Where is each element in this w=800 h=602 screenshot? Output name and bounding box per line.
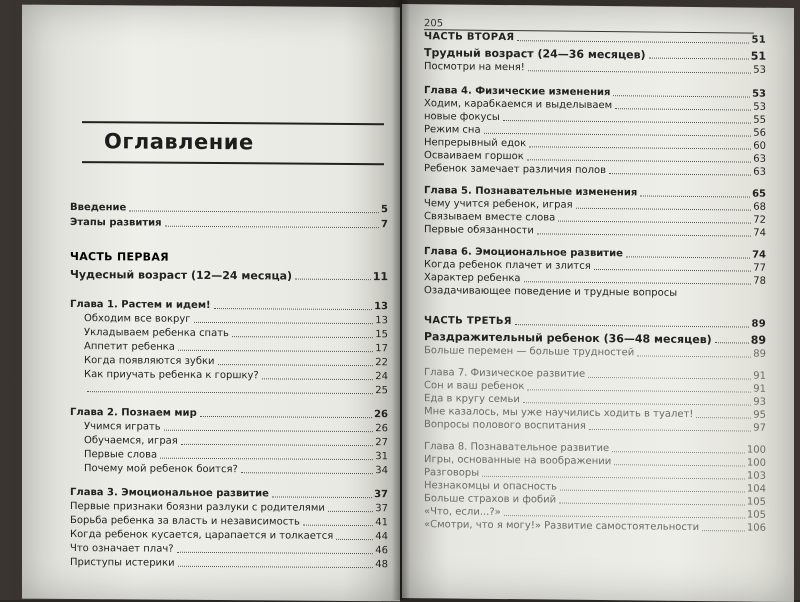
toc-page: 31 xyxy=(375,451,388,463)
toc-row[interactable] xyxy=(70,203,388,215)
book-spine xyxy=(392,0,410,600)
toc-page: 13 xyxy=(374,301,388,313)
toc-page: 41 xyxy=(375,517,388,529)
toc-row[interactable] xyxy=(84,356,388,368)
toc-page: 72 xyxy=(753,214,766,226)
toc-label: Связываем вместе слова xyxy=(424,211,556,224)
toc-label: Что означает плач? xyxy=(70,543,174,555)
toc-label: Борьба ребенка за власть и независимость xyxy=(70,515,300,528)
toc-page: 63 xyxy=(753,153,766,165)
toc-row[interactable] xyxy=(84,342,388,354)
toc-label: Чудесный возраст (12—24 месяца) xyxy=(70,268,293,283)
toc-page: 17 xyxy=(375,343,388,355)
chapter-title: Глава 5. Познавательные изменения xyxy=(424,185,638,199)
toc-label: Когда ребенок плачет и злится xyxy=(424,259,591,272)
toc-row[interactable] xyxy=(70,544,388,556)
toc-row[interactable] xyxy=(424,47,766,62)
toc-label: Еда в кругу семьи xyxy=(424,393,520,406)
toc-page: 37 xyxy=(374,489,388,501)
toc-label: Ходим, карабкаемся и выделываем xyxy=(424,98,613,112)
toc-label: Этапы развития xyxy=(70,217,162,229)
toc-label: Первые признаки боязни разлуки с родителями xyxy=(70,501,325,514)
toc-page: 63 xyxy=(753,166,766,178)
toc-page: 103 xyxy=(746,470,766,482)
toc-page: 46 xyxy=(375,545,388,557)
chapter-row[interactable] xyxy=(70,408,388,420)
toc-page: 105 xyxy=(746,509,766,521)
toc-row[interactable] xyxy=(84,370,388,382)
toc-page: 68 xyxy=(753,201,766,213)
toc-row[interactable] xyxy=(84,384,388,396)
toc-row[interactable] xyxy=(424,420,766,434)
toc-row[interactable] xyxy=(424,346,766,360)
toc-page: 91 xyxy=(753,383,766,395)
toc-page: 106 xyxy=(746,522,766,534)
toc-page: 48 xyxy=(375,559,388,571)
toc-label: Как приучать ребенка к горшку? xyxy=(84,369,259,382)
toc-row[interactable] xyxy=(84,436,388,448)
toc-label: Укладываем ребенка спать xyxy=(84,327,229,340)
part-row[interactable] xyxy=(424,32,766,46)
toc-page: 89 xyxy=(753,348,766,360)
toc-row[interactable] xyxy=(84,314,388,326)
toc-row[interactable] xyxy=(70,269,388,282)
chapter-row[interactable] xyxy=(70,488,388,500)
toc-label: Непрерывный едок xyxy=(424,137,527,150)
toc-label: Обходим все вокруг xyxy=(84,313,191,325)
toc-row[interactable] xyxy=(424,331,766,346)
toc-row[interactable] xyxy=(70,558,388,570)
toc-label: Ребенок замечает различия полов xyxy=(424,163,607,177)
toc-page: 34 xyxy=(375,465,388,477)
toc-page: 97 xyxy=(753,422,766,434)
toc-label: Когда появляются зубки xyxy=(84,355,215,368)
toc-page: 56 xyxy=(753,127,766,139)
chapter-title: Глава 6. Эмоциональное развитие xyxy=(424,246,623,260)
toc-page: 105 xyxy=(746,496,766,508)
toc-label: Осваиваем горшок xyxy=(424,150,524,163)
toc-page: 25 xyxy=(375,385,388,397)
toc-row[interactable] xyxy=(424,286,766,300)
chapter-title: Глава 3. Эмоциональное развитие xyxy=(70,487,269,500)
toc-label: Игры, основанные на воображении xyxy=(424,454,612,468)
toc-page: 26 xyxy=(374,409,388,421)
part-label: ЧАСТЬ ТРЕТЬЯ xyxy=(424,315,512,328)
toc-row[interactable] xyxy=(84,464,388,476)
toc-label: Характер ребенка xyxy=(424,272,521,285)
chapter-title: Глава 7. Физическое развитие xyxy=(424,367,586,380)
chapter-row[interactable] xyxy=(70,300,388,312)
toc-page: 22 xyxy=(375,357,388,369)
toc-label: Обучаемся, играя xyxy=(84,435,178,447)
toc-label: Чему учится ребенок, играя xyxy=(424,198,573,211)
part-label: ЧАСТЬ ПЕРВАЯ xyxy=(70,250,169,264)
toc-page: 5 xyxy=(381,204,388,216)
toc-row[interactable] xyxy=(84,450,388,462)
toc-page: 89 xyxy=(751,318,766,330)
toc-row[interactable] xyxy=(70,218,388,230)
toc-page: 55 xyxy=(753,114,766,126)
toc-row[interactable] xyxy=(424,520,766,534)
toc-label: Сон и ваш ребенок xyxy=(424,380,525,393)
toc-page: 89 xyxy=(750,333,766,347)
toc-page: 60 xyxy=(753,140,766,152)
toc-page: 26 xyxy=(375,423,388,435)
toc-label: Разговоры xyxy=(424,467,480,479)
part-row[interactable] xyxy=(424,316,766,330)
toc-page: 51 xyxy=(750,49,766,63)
toc-page: 7 xyxy=(381,219,388,231)
toc-page: 53 xyxy=(753,64,766,76)
toc-page: 77 xyxy=(753,262,766,274)
toc-label: Учимся играть xyxy=(84,421,161,433)
toc-label: Посмотри на меня! xyxy=(424,61,525,74)
toc-label: Озадачивающее поведение и трудные вопросы xyxy=(424,285,678,299)
toc-page: 100 xyxy=(746,457,766,469)
toc-label: Больше страхов и фобий xyxy=(424,493,557,506)
toc-label: Первые слова xyxy=(84,449,158,461)
toc-page: 15 xyxy=(375,329,388,341)
toc-row[interactable] xyxy=(424,62,766,76)
toc-label: Трудный возраст (24—36 месяцев) xyxy=(424,46,646,62)
toc-row[interactable] xyxy=(84,328,388,340)
right-toc xyxy=(424,32,766,537)
toc-row[interactable] xyxy=(70,516,388,528)
toc-page: 51 xyxy=(751,34,766,46)
toc-label: Почему мой ребенок боится? xyxy=(84,463,238,476)
toc-label: Введение xyxy=(70,202,127,214)
chapter-title: Глава 4. Физические изменения xyxy=(424,85,611,99)
toc-label: Режим сна xyxy=(424,124,481,136)
toc-label: «Смотри, что я могу!» Развитие самостоятельности xyxy=(424,519,700,534)
toc-label: Аппетит ребенка xyxy=(84,341,175,353)
toc-page: 24 xyxy=(375,371,388,383)
toc-page: 74 xyxy=(753,227,766,239)
left-page xyxy=(22,5,400,602)
toc-label: Когда ребенок кусается, царапается и толкается xyxy=(70,529,334,542)
toc-label: Больше перемен — больше трудностей xyxy=(424,345,635,359)
toc-page: 91 xyxy=(753,370,766,382)
chapter-title: Глава 1. Растем и идем! xyxy=(70,299,211,311)
toc-page: 27 xyxy=(375,437,388,449)
toc-page: 37 xyxy=(375,503,388,515)
toc-label: Мне казалось, мы уже научились ходить в туалет! xyxy=(424,406,694,420)
toc-row[interactable] xyxy=(84,422,388,434)
toc-page: 74 xyxy=(752,249,766,261)
toc-page: 13 xyxy=(375,315,388,327)
toc-page: 100 xyxy=(746,444,766,456)
toc-title: Оглавление xyxy=(104,129,254,155)
toc-label: новые фокусы xyxy=(424,111,500,123)
toc-row[interactable] xyxy=(424,225,766,239)
chapter-title: Глава 8. Познавательное развитие xyxy=(424,441,610,455)
toc-label: «Что, если...?» xyxy=(424,506,501,518)
toc-label: Первые обязанности xyxy=(424,224,534,237)
toc-page: 93 xyxy=(753,396,766,408)
toc-page: 95 xyxy=(753,409,766,421)
toc-row[interactable] xyxy=(70,502,388,514)
chapter-title: Глава 2. Познаем мир xyxy=(70,407,197,419)
toc-page: 53 xyxy=(752,88,766,100)
toc-label: Незнакомцы и опасность xyxy=(424,480,558,493)
right-page xyxy=(402,4,794,602)
toc-page: 11 xyxy=(372,270,388,284)
page-number-text: 205 xyxy=(424,18,444,30)
left-toc xyxy=(70,203,388,574)
toc-label: Раздражительный ребенок (36—48 месяцев) xyxy=(424,330,712,347)
toc-label: Вопросы полового воспитания xyxy=(424,419,586,432)
part-label: ЧАСТЬ ВТОРАЯ xyxy=(424,31,515,44)
toc-row[interactable] xyxy=(70,530,388,542)
toc-title-box xyxy=(82,121,384,165)
toc-page: 44 xyxy=(375,531,388,543)
toc-page: 65 xyxy=(752,188,766,200)
toc-label: Приступы истерики xyxy=(70,557,175,569)
toc-page: 104 xyxy=(746,483,766,495)
toc-page: 78 xyxy=(753,275,766,287)
toc-row[interactable] xyxy=(424,164,766,178)
toc-page: 53 xyxy=(753,101,766,113)
